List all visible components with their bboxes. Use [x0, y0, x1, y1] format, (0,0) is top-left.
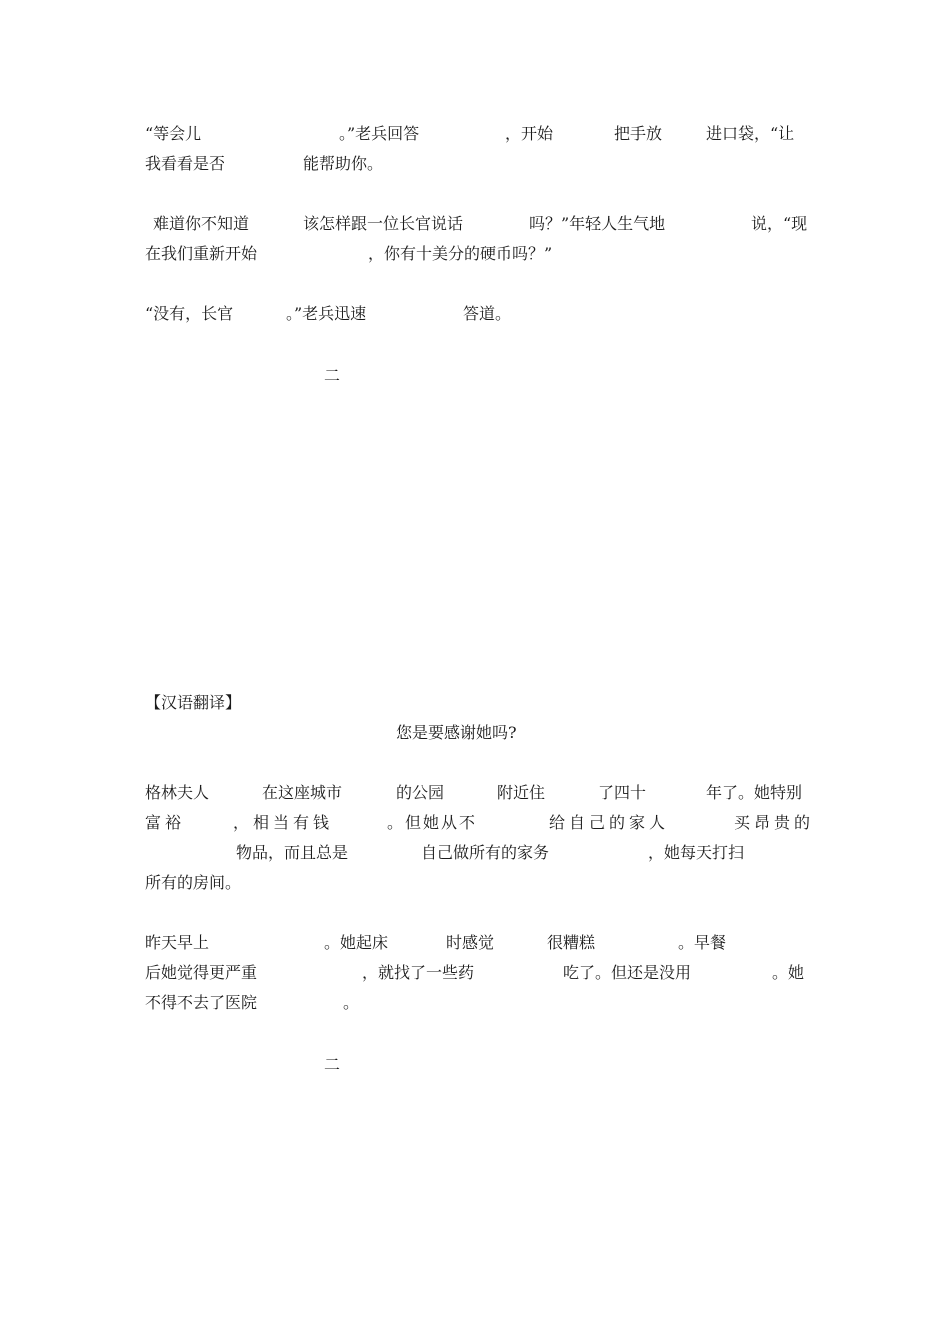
- translation-text: 不得不去了医院: [145, 993, 258, 1012]
- dialogue-text: 该怎样跟一位长官说话: [303, 214, 464, 233]
- dialogue-text: “没有，长官: [145, 304, 234, 323]
- dialogue-text: 。”老兵迅速: [286, 304, 367, 323]
- dialogue-text: 说，“现: [751, 214, 808, 233]
- translation-text: 很糟糕: [547, 933, 596, 952]
- dialogue-text: 吗？”年轻人生气地: [529, 214, 666, 233]
- translation-text: 。早餐: [678, 933, 727, 952]
- translation-text: 。她起床: [324, 933, 389, 952]
- dialogue-text: 。”老兵回答: [339, 124, 420, 143]
- translation-text: ，相当有钱: [233, 813, 334, 832]
- section-mark: 二: [324, 1055, 341, 1074]
- dialogue-text: 答道。: [463, 304, 512, 323]
- dialogue-text: 我看看是否: [145, 154, 226, 173]
- translation-text: 后她觉得更严重: [145, 963, 258, 982]
- translation-text: 格林夫人: [145, 783, 210, 802]
- translation-text: 了四十: [598, 783, 647, 802]
- dialogue-text: 进口袋，“让: [706, 124, 795, 143]
- translation-text: 。但她从不: [387, 813, 478, 832]
- translation-text: 自己做所有的家务: [421, 843, 550, 862]
- translation-text: 买昂贵的: [734, 813, 815, 832]
- translation-text: ，她每天打扫: [648, 843, 745, 862]
- translation-text: 昨天早上: [145, 933, 210, 952]
- translation-text: 所有的房间。: [145, 873, 242, 892]
- translation-text: 在这座城市: [262, 783, 343, 802]
- translation-text: ，就找了一些药: [362, 963, 475, 982]
- dialogue-text: ，开始: [505, 124, 554, 143]
- dialogue-text: “等会儿: [145, 124, 202, 143]
- translation-text: 富裕: [145, 813, 186, 832]
- translation-text: 附近住: [497, 783, 546, 802]
- translation-title: 您是要感谢她吗?: [396, 723, 517, 742]
- dialogue-text: 能帮助你。: [303, 154, 384, 173]
- translation-text: 给自己的家人: [549, 813, 670, 832]
- translation-text: 。: [343, 993, 360, 1012]
- dialogue-text: 在我们重新开始: [145, 244, 258, 263]
- section-mark: 二: [324, 366, 341, 385]
- translation-text: 的公园: [396, 783, 445, 802]
- section-heading: 【汉语翻译】: [145, 693, 242, 712]
- dialogue-text: 把手放: [614, 124, 663, 143]
- translation-text: 吃了。但还是没用: [563, 963, 692, 982]
- translation-text: 年了。她特别: [706, 783, 803, 802]
- translation-text: 物品，而且总是: [236, 843, 349, 862]
- translation-text: 。她: [772, 963, 805, 982]
- dialogue-text: 难道你不知道: [153, 214, 250, 233]
- translation-text: 时感觉: [446, 933, 495, 952]
- dialogue-text: ，你有十美分的硬币吗？”: [368, 244, 553, 263]
